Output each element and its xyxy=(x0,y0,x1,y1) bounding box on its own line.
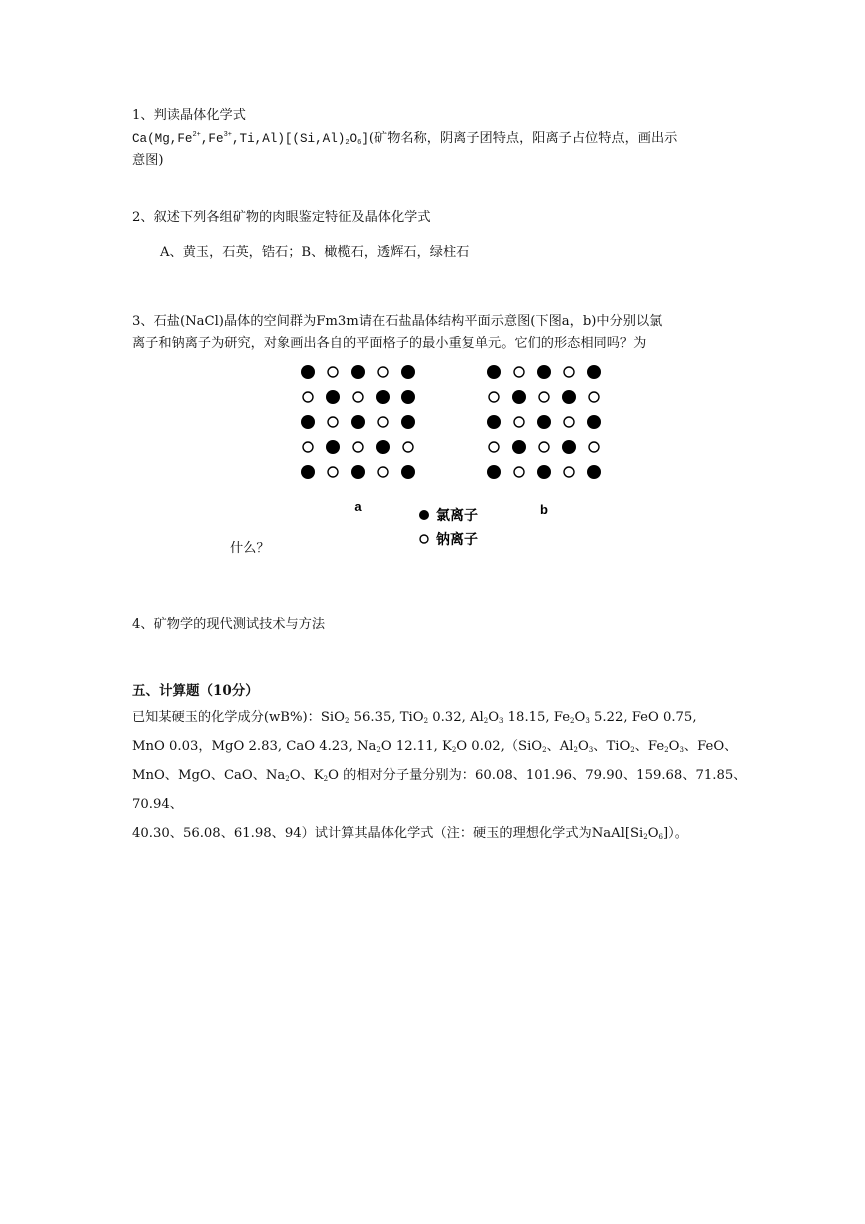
chloride-ion xyxy=(562,440,576,454)
sodium-ion xyxy=(378,467,388,477)
sodium-ion xyxy=(514,467,524,477)
chloride-ion xyxy=(487,365,501,379)
q2-mineral-groups: A、黄玉，石英，锆石；B、橄榄石，透辉石，绿柱石 xyxy=(160,245,470,260)
sodium-ion xyxy=(589,392,599,402)
legend-sodium-label: 钠离子 xyxy=(436,531,478,547)
sodium-ion xyxy=(403,442,413,452)
chloride-ion xyxy=(401,415,415,429)
sodium-ion xyxy=(328,417,338,427)
label-b: b xyxy=(540,502,548,517)
chloride-ion xyxy=(301,365,315,379)
chloride-ion xyxy=(376,390,390,404)
sodium-ion xyxy=(539,442,549,452)
chloride-ion xyxy=(401,465,415,479)
chloride-ion xyxy=(301,415,315,429)
chloride-ion xyxy=(537,415,551,429)
q1-heading: 1、判读晶体化学式 xyxy=(132,108,246,123)
legend-open-circle xyxy=(420,535,428,543)
chloride-ion xyxy=(587,365,601,379)
chloride-ion xyxy=(326,390,340,404)
label-a: a xyxy=(354,499,362,514)
sodium-ion xyxy=(564,367,574,377)
sodium-ion xyxy=(489,392,499,402)
sodium-ion xyxy=(378,367,388,377)
chloride-ion xyxy=(301,465,315,479)
chloride-ion xyxy=(487,465,501,479)
chloride-ion xyxy=(512,390,526,404)
sodium-ion xyxy=(564,467,574,477)
nacl-structure-figure xyxy=(290,360,620,555)
chloride-ion xyxy=(401,390,415,404)
sodium-ion xyxy=(328,367,338,377)
grid-b xyxy=(487,365,601,479)
chloride-ion xyxy=(351,415,365,429)
sodium-ion xyxy=(303,392,313,402)
crystal-formula: $Ca(Mg,Fe^{2+},Fe^{3+},Ti,Al)[(Si,Al)_2O_6]$ xyxy=(132,131,369,147)
q3-line-2: 离子和钠离子为研究，对象画出各自的平面格子的最小重复单元。它们的形态相同吗？为 xyxy=(132,336,647,351)
chloride-ion xyxy=(537,465,551,479)
chloride-ion xyxy=(351,365,365,379)
sodium-ion xyxy=(489,442,499,452)
sodium-ion xyxy=(303,442,313,452)
sodium-ion xyxy=(539,392,549,402)
chloride-ion xyxy=(562,390,576,404)
calc-line-4: 70.94、 xyxy=(132,797,183,812)
sodium-ion xyxy=(514,367,524,377)
chloride-ion xyxy=(512,440,526,454)
chloride-ion xyxy=(376,440,390,454)
sodium-ion xyxy=(328,467,338,477)
chloride-ion xyxy=(351,465,365,479)
sodium-ion xyxy=(353,442,363,452)
calc-line-2: MnO 0.03，MgO 2.83, CaO 4.23, $Na_2O$ 12.11, $K_2O$ 0.02,（SiO$_2$、$Al_2O_3$、TiO$_2$、$Fe_2O_3$、FeO、 xyxy=(132,739,738,754)
legend-chloride-label: 氯离子 xyxy=(436,507,478,523)
q1-description: (矿物名称，阴离子团特点，阳离子占位特点，画出示 xyxy=(368,131,678,146)
chloride-ion xyxy=(587,415,601,429)
q4-heading: 4、矿物学的现代测试技术与方法 xyxy=(132,617,326,632)
q3-line-1: 3、石盐(NaCl)晶体的空间群为Fm3m请在石盐晶体结构平面示意图(下图a，b)中分别以氯 xyxy=(132,314,663,329)
legend-filled-circle xyxy=(419,510,429,520)
calc-line-1: 已知某硬玉的化学成分(wB%)：SiO$_2$ 56.35, TiO$_2$ 0.32, $Al_2O_3$ 18.15, $Fe_2O_3$ 5.22, FeO 0.75, xyxy=(132,710,697,725)
chloride-ion xyxy=(587,465,601,479)
q2-heading: 2、叙述下列各组矿物的肉眼鉴定特征及晶体化学式 xyxy=(132,210,431,225)
sodium-ion xyxy=(564,417,574,427)
sodium-ion xyxy=(353,392,363,402)
calc-line-5: 40.30、56.08、61.98、94）试计算其晶体化学式（注：硬玉的理想化学式为$NaAl[Si_2O_6]$）。 xyxy=(132,826,688,841)
calc-line-3: MnO、MgO、CaO、$Na_2O$、$K_2O$ 的相对分子量分别为：60.08、101.96、79.90、159.68、71.85、 xyxy=(132,768,747,783)
chloride-ion xyxy=(487,415,501,429)
sodium-ion xyxy=(514,417,524,427)
q3-tail: 什么？ xyxy=(230,541,270,556)
grid-a xyxy=(301,365,415,479)
q1-formula-line xyxy=(132,129,677,149)
sodium-ion xyxy=(378,417,388,427)
chloride-ion xyxy=(537,365,551,379)
sodium-ion xyxy=(589,442,599,452)
q1-description-cont: 意图) xyxy=(132,153,164,168)
section5-title: 五、计算题（10分） xyxy=(132,683,259,699)
chloride-ion xyxy=(401,365,415,379)
chloride-ion xyxy=(326,440,340,454)
